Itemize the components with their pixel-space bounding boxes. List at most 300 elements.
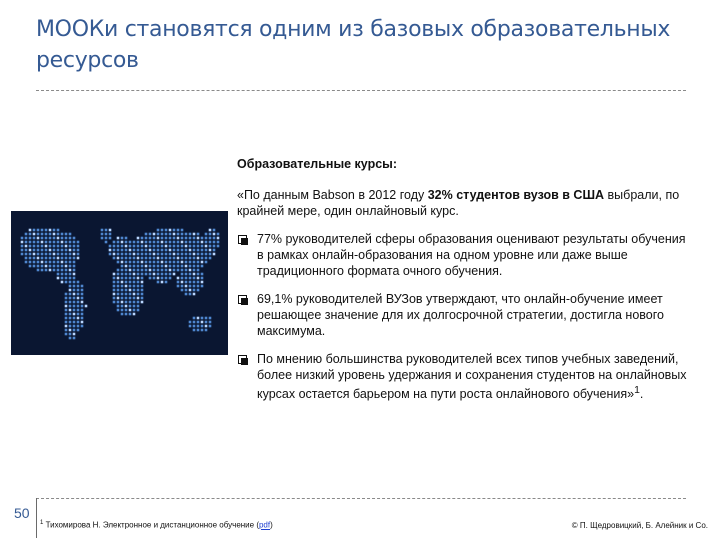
map-dot — [109, 237, 112, 240]
map-dot — [73, 261, 76, 264]
map-dot — [181, 277, 184, 280]
map-dot — [65, 301, 68, 304]
map-dot — [33, 261, 36, 264]
map-dot — [65, 281, 68, 284]
map-dot — [173, 229, 176, 232]
map-dot — [153, 241, 156, 244]
map-dot — [137, 285, 140, 288]
map-dot — [205, 237, 208, 240]
map-dot — [129, 269, 132, 272]
map-dot — [69, 305, 72, 308]
map-dot — [177, 261, 180, 264]
map-dot — [57, 273, 60, 276]
map-dot — [129, 301, 132, 304]
map-dot — [65, 237, 68, 240]
map-dot — [125, 289, 128, 292]
map-dot — [65, 261, 68, 264]
map-dot — [137, 269, 140, 272]
intro-paragraph — [237, 187, 692, 219]
map-dot — [189, 269, 192, 272]
map-dot — [57, 229, 60, 232]
map-dot — [65, 269, 68, 272]
map-dot — [113, 277, 116, 280]
map-dot — [177, 249, 180, 252]
map-dot — [141, 273, 144, 276]
map-dot — [129, 261, 132, 264]
map-dot — [61, 241, 64, 244]
map-dot — [61, 249, 64, 252]
map-dot — [117, 285, 120, 288]
map-dot — [141, 265, 144, 268]
map-dot — [53, 265, 56, 268]
map-dot — [133, 297, 136, 300]
map-dot — [197, 277, 200, 280]
map-dot — [69, 273, 72, 276]
map-dot — [77, 293, 80, 296]
map-dot — [157, 237, 160, 240]
map-dot — [121, 281, 124, 284]
bullet-text-end: . — [639, 387, 644, 402]
map-dot — [205, 233, 208, 236]
map-dot — [129, 249, 132, 252]
map-dot — [113, 253, 116, 256]
map-dot — [73, 293, 76, 296]
map-dot — [197, 249, 200, 252]
map-dot — [137, 261, 140, 264]
map-dot — [185, 245, 188, 248]
map-dot — [61, 277, 64, 280]
map-dot — [37, 253, 40, 256]
map-dot — [33, 257, 36, 260]
map-dot — [197, 289, 200, 292]
map-dot — [41, 265, 44, 268]
map-dot — [109, 233, 112, 236]
map-dot — [157, 245, 160, 248]
map-dot — [165, 241, 168, 244]
map-dot — [29, 257, 32, 260]
map-dot — [193, 237, 196, 240]
map-dot — [25, 241, 28, 244]
map-dot — [129, 277, 132, 280]
map-dot — [161, 261, 164, 264]
map-dot — [193, 289, 196, 292]
map-dot — [125, 253, 128, 256]
map-dot — [117, 269, 120, 272]
copyright: © П. Щедровицкий, Б. Алейник и Со. — [571, 521, 708, 530]
map-dot — [205, 257, 208, 260]
footnote-pdf-link[interactable]: pdf — [258, 520, 271, 530]
map-dot — [77, 301, 80, 304]
map-dot — [193, 241, 196, 244]
map-dot — [197, 281, 200, 284]
map-dot — [25, 249, 28, 252]
map-dot — [49, 237, 52, 240]
map-dot — [213, 249, 216, 252]
map-dot — [173, 261, 176, 264]
map-dot — [201, 241, 204, 244]
map-dot — [177, 281, 180, 284]
map-dot — [109, 253, 112, 256]
map-dot — [161, 229, 164, 232]
map-dot — [69, 321, 72, 324]
map-dot — [149, 253, 152, 256]
map-dot — [105, 229, 108, 232]
map-dot — [69, 289, 72, 292]
map-dot — [49, 233, 52, 236]
map-dot — [165, 245, 168, 248]
map-dot — [209, 241, 212, 244]
map-dot — [129, 245, 132, 248]
map-dot — [121, 277, 124, 280]
map-dot — [45, 269, 48, 272]
map-dot — [125, 309, 128, 312]
map-dot — [205, 329, 208, 332]
map-dot — [197, 317, 200, 320]
map-dot — [149, 237, 152, 240]
checkbox-bullet-icon — [237, 351, 257, 402]
header-divider — [36, 90, 686, 91]
map-dot — [117, 253, 120, 256]
map-dot — [61, 261, 64, 264]
map-dot — [149, 245, 152, 248]
map-dot — [41, 269, 44, 272]
footnote — [40, 520, 273, 530]
map-dot — [129, 281, 132, 284]
map-dot — [41, 245, 44, 248]
map-dot — [125, 241, 128, 244]
checkbox-bullet-icon — [237, 291, 257, 339]
map-dot — [125, 273, 128, 276]
map-dot — [185, 261, 188, 264]
map-dot — [137, 277, 140, 280]
map-dot — [29, 237, 32, 240]
map-dot — [181, 265, 184, 268]
map-dot — [201, 237, 204, 240]
map-dot — [129, 273, 132, 276]
map-dot — [73, 273, 76, 276]
map-dot — [137, 265, 140, 268]
bullet-item — [237, 231, 692, 279]
map-dot — [141, 297, 144, 300]
map-dot — [57, 265, 60, 268]
map-dot — [45, 237, 48, 240]
map-dot — [133, 293, 136, 296]
map-dot — [41, 237, 44, 240]
map-dot — [129, 305, 132, 308]
map-dot — [181, 285, 184, 288]
map-dot — [113, 293, 116, 296]
map-dot — [69, 241, 72, 244]
map-dot — [77, 297, 80, 300]
map-dot — [157, 261, 160, 264]
map-dot — [65, 257, 68, 260]
map-dot — [109, 245, 112, 248]
map-dot — [193, 325, 196, 328]
map-dot — [61, 245, 64, 248]
map-dot — [205, 325, 208, 328]
map-dot — [57, 261, 60, 264]
map-dot — [165, 257, 168, 260]
map-dot — [29, 249, 32, 252]
map-dot — [205, 241, 208, 244]
map-dot — [73, 281, 76, 284]
map-dot — [201, 285, 204, 288]
map-dot — [37, 241, 40, 244]
map-dot — [161, 257, 164, 260]
map-dot — [45, 253, 48, 256]
map-dot — [121, 241, 124, 244]
map-dot — [45, 241, 48, 244]
map-dot — [57, 257, 60, 260]
map-dot — [177, 237, 180, 240]
map-dot — [165, 265, 168, 268]
map-dot — [181, 253, 184, 256]
map-dot — [185, 269, 188, 272]
map-dot — [117, 257, 120, 260]
map-dot — [145, 233, 148, 236]
map-dot — [121, 237, 124, 240]
map-dot — [33, 237, 36, 240]
map-dot — [129, 289, 132, 292]
map-dot — [161, 253, 164, 256]
map-dot — [169, 253, 172, 256]
map-dot — [77, 257, 80, 260]
map-dot — [157, 281, 160, 284]
map-dot — [177, 277, 180, 280]
map-dot — [201, 249, 204, 252]
map-dot — [165, 277, 168, 280]
map-dot — [37, 249, 40, 252]
map-dot — [33, 241, 36, 244]
map-dot — [133, 301, 136, 304]
map-dot — [141, 249, 144, 252]
map-dot — [209, 257, 212, 260]
map-dot — [125, 261, 128, 264]
map-dot — [53, 229, 56, 232]
map-dot — [169, 229, 172, 232]
map-dot — [73, 249, 76, 252]
map-dot — [37, 237, 40, 240]
checkbox-bullet-icon — [237, 231, 257, 279]
map-dot — [161, 269, 164, 272]
bullet-text: По мнению большинства руководителей всех типов учебных заведений, более низкий уровень удержания и сохранения студентов на онлайновых курсах остается барьером на пути роста онлайнового обучения» — [257, 352, 687, 402]
map-dot — [141, 281, 144, 284]
map-dot — [193, 277, 196, 280]
map-dot — [185, 277, 188, 280]
map-dot — [185, 273, 188, 276]
map-dot — [209, 253, 212, 256]
map-dot — [205, 261, 208, 264]
map-dot — [189, 273, 192, 276]
map-dot — [201, 325, 204, 328]
bullet-text-wrapper — [257, 351, 692, 402]
map-dot — [189, 289, 192, 292]
map-dot — [145, 273, 148, 276]
map-dot — [169, 277, 172, 280]
map-dot — [125, 305, 128, 308]
map-dot — [193, 245, 196, 248]
map-dot — [217, 241, 220, 244]
map-dot — [189, 237, 192, 240]
map-dot — [29, 261, 32, 264]
map-dot — [149, 257, 152, 260]
map-dot — [57, 269, 60, 272]
map-dot — [157, 253, 160, 256]
map-dot — [53, 261, 56, 264]
map-dot — [137, 237, 140, 240]
map-dot — [57, 249, 60, 252]
map-dot — [169, 237, 172, 240]
map-dot — [137, 289, 140, 292]
map-dot — [201, 265, 204, 268]
map-dot — [153, 265, 156, 268]
map-dot — [37, 245, 40, 248]
map-dot — [81, 297, 84, 300]
map-dot — [141, 301, 144, 304]
map-dot — [169, 261, 172, 264]
map-dot — [117, 237, 120, 240]
map-dot — [193, 281, 196, 284]
map-dot — [53, 245, 56, 248]
map-dot — [181, 249, 184, 252]
map-dot — [197, 321, 200, 324]
map-dot — [173, 249, 176, 252]
map-dot — [209, 325, 212, 328]
map-dot — [189, 257, 192, 260]
map-dot — [121, 301, 124, 304]
map-dot — [113, 289, 116, 292]
map-dot — [81, 285, 84, 288]
map-dot — [137, 253, 140, 256]
map-dot — [149, 261, 152, 264]
map-dot — [81, 305, 84, 308]
map-dot — [69, 281, 72, 284]
map-dot — [105, 237, 108, 240]
map-dot — [189, 281, 192, 284]
map-dot — [217, 245, 220, 248]
map-dot — [121, 257, 124, 260]
map-dot — [141, 261, 144, 264]
map-dot — [209, 317, 212, 320]
map-dot — [121, 273, 124, 276]
map-dot — [29, 241, 32, 244]
map-dot — [209, 245, 212, 248]
map-dot — [117, 241, 120, 244]
map-dot — [81, 325, 84, 328]
map-dot — [125, 281, 128, 284]
map-dot — [133, 253, 136, 256]
map-dot — [113, 301, 116, 304]
map-dot — [41, 233, 44, 236]
map-dot — [161, 245, 164, 248]
intro-text-end: выбрали, по крайней мере, один онлайновый курс. — [237, 188, 680, 218]
map-dot — [193, 249, 196, 252]
map-dot — [133, 257, 136, 260]
map-dot — [161, 237, 164, 240]
map-dot — [53, 257, 56, 260]
map-dot — [73, 317, 76, 320]
map-dot — [121, 253, 124, 256]
map-dot — [65, 309, 68, 312]
map-dot — [125, 301, 128, 304]
map-dot — [165, 253, 168, 256]
map-dot — [197, 245, 200, 248]
map-dot — [77, 253, 80, 256]
map-dot — [133, 261, 136, 264]
map-dot — [125, 269, 128, 272]
map-dot — [177, 269, 180, 272]
map-dot — [185, 249, 188, 252]
map-dot — [169, 269, 172, 272]
map-dot — [65, 245, 68, 248]
map-dot — [121, 297, 124, 300]
map-dot — [121, 245, 124, 248]
map-dot — [73, 289, 76, 292]
map-dot — [81, 317, 84, 320]
map-dot — [197, 237, 200, 240]
map-dot — [101, 229, 104, 232]
map-dot — [45, 245, 48, 248]
map-dot — [69, 301, 72, 304]
map-dot — [69, 317, 72, 320]
map-dot — [197, 233, 200, 236]
map-dot — [193, 293, 196, 296]
map-dot — [69, 237, 72, 240]
map-dot — [113, 245, 116, 248]
map-dot — [157, 269, 160, 272]
map-dot — [153, 245, 156, 248]
map-dot — [73, 257, 76, 260]
map-dot — [117, 305, 120, 308]
map-dot — [125, 245, 128, 248]
map-dot — [49, 245, 52, 248]
map-dot — [129, 313, 132, 316]
map-dot — [181, 261, 184, 264]
map-dot — [177, 253, 180, 256]
map-dot — [149, 233, 152, 236]
map-dot — [25, 245, 28, 248]
map-dot — [133, 249, 136, 252]
map-dot — [165, 229, 168, 232]
map-dot — [33, 249, 36, 252]
map-dot — [197, 265, 200, 268]
content-heading: Образовательные курсы: — [237, 157, 398, 171]
map-dot — [113, 285, 116, 288]
map-dot — [129, 265, 132, 268]
map-dot — [181, 269, 184, 272]
map-dot — [33, 245, 36, 248]
map-dot — [113, 241, 116, 244]
map-dot — [169, 241, 172, 244]
map-dot — [181, 281, 184, 284]
map-dot — [57, 233, 60, 236]
map-dot — [73, 321, 76, 324]
map-dot — [37, 233, 40, 236]
map-dot — [65, 277, 68, 280]
map-dot — [61, 257, 64, 260]
map-dot — [81, 321, 84, 324]
map-dot — [193, 317, 196, 320]
map-dot — [61, 233, 64, 236]
map-dot — [189, 261, 192, 264]
bullet-text: 69,1% руководителей ВУЗов утверждают, что онлайн-обучение имеет решающее значение для их долгосрочной стратегии, достигла нового максимума. — [257, 292, 664, 338]
map-dot — [201, 321, 204, 324]
map-dot — [73, 265, 76, 268]
map-dot — [117, 277, 120, 280]
map-dot — [205, 253, 208, 256]
map-dot — [73, 253, 76, 256]
map-dot — [157, 241, 160, 244]
